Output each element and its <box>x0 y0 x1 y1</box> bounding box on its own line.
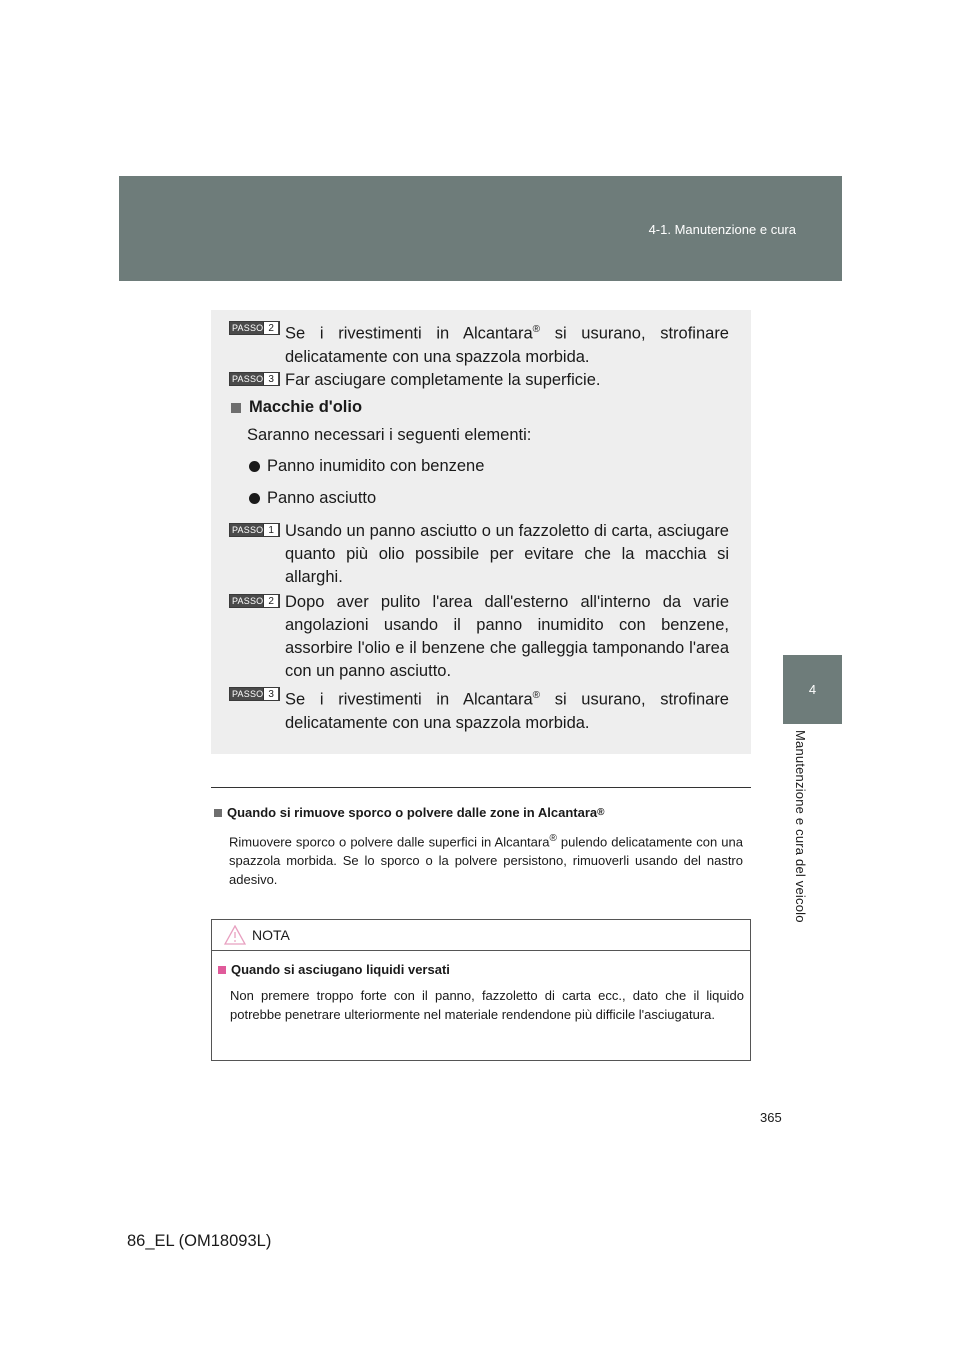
square-bullet-icon <box>218 966 226 974</box>
note-box <box>211 919 751 1061</box>
section-title: 4-1. Manutenzione e cura <box>648 222 796 237</box>
step-badge: PASSO 1 <box>229 523 280 537</box>
step-badge: PASSO 3 <box>229 372 280 386</box>
note-text: Non premere troppo forte con il panno, fazzoletto di carta ecc., dato che il liquido potrebbe penetrare ulteriormente nel materiale rendendone più difficile l'asciugatura. <box>230 988 744 1022</box>
step-badge: PASSO 3 <box>229 687 280 701</box>
list-item: Panno asciutto <box>249 489 376 508</box>
step-item <box>229 369 729 392</box>
note-header: NOTA <box>212 920 750 951</box>
step-item <box>229 684 729 735</box>
info-text: Rimuovere sporco o polvere dalle superfici in Alcantara® pulendo delicatamente con una spazzola morbida. Se lo sporco o la polvere persistono, rimuoverli usando del nastro adesivo. <box>229 833 744 888</box>
step-text: Usando un panno asciutto o un fazzoletto di carta, asciugare quanto più olio possibile per evitare che la macchia si allarghi. <box>285 522 729 586</box>
section-intro: Saranno necessari i seguenti elementi: <box>247 426 532 444</box>
footer-code: 86_EL (OM18093L) <box>127 1232 272 1250</box>
step-text: Far asciugare completamente la superficie. <box>285 371 601 389</box>
step-badge: PASSO 2 <box>229 594 280 608</box>
step-text: Se i rivestimenti in Alcantara® si usurano, strofinare delicatamente con una spazzola morbida. <box>285 324 729 366</box>
step-text: Dopo aver pulito l'area dall'esterno all'interno da varie angolazioni usando il panno inumidito con benzene, assorbire l'olio e il benzene che galleggia tamponando l'area con un panno asciutto. <box>285 593 729 680</box>
note-subtitle: Quando si asciugano liquidi versati <box>218 962 450 977</box>
chapter-label: Manutenzione e cura del veicolo <box>793 730 808 923</box>
step-text: Se i rivestimenti in Alcantara® si usurano, strofinare delicatamente con una spazzola morbida. <box>285 690 729 732</box>
list-item: Panno inumidito con benzene <box>249 457 484 476</box>
step-item <box>229 591 729 683</box>
section-heading: Macchie d'olio <box>231 398 362 417</box>
header-band <box>119 176 842 281</box>
warning-triangle-icon <box>224 925 246 945</box>
divider <box>211 787 751 788</box>
square-bullet-icon <box>214 809 222 817</box>
step-item <box>229 520 729 589</box>
chapter-tab: 4 <box>783 655 842 724</box>
page-number: 365 <box>760 1110 782 1125</box>
bullet-icon <box>249 493 260 504</box>
step-badge: PASSO 2 <box>229 321 280 335</box>
square-bullet-icon <box>231 403 241 413</box>
info-heading: Quando si rimuove sporco o polvere dalle zone in Alcantara ® <box>214 805 604 820</box>
bullet-icon <box>249 461 260 472</box>
step-item <box>229 318 729 369</box>
